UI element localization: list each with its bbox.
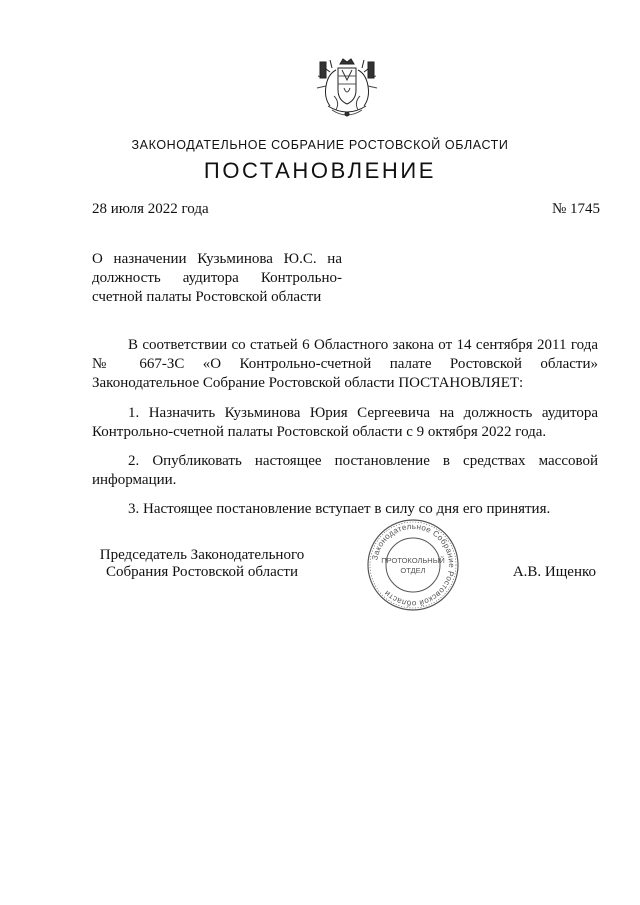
document-number: № 1745 [551, 201, 600, 217]
signatory-name: А.В. Ищенко [512, 564, 596, 580]
clause-3: 3. Настоящее постановление вступает в силу со дня его принятия. [128, 501, 551, 517]
stamp-inner-line1: ПРОТОКОЛЬНЫЙ [381, 556, 445, 565]
document-body [92, 336, 598, 529]
clause-2: 2. Опубликовать настоящее постановление в средствах массовой информации. [92, 453, 598, 488]
svg-text:Законодательное Собрание Росто [370, 522, 456, 608]
stamp-inner-line2: ОТДЕЛ [400, 566, 426, 575]
coat-of-arms-icon [314, 56, 380, 122]
preamble-paragraph: В соответствии со статьей 6 Областного закона от 14 сентября 2011 года № 667-ЗС «О Контрольно-счетной палате Ростовской области» Законодательное Собрание Ростовской области ПОСТАНОВЛЯЕТ: [92, 337, 598, 391]
signatory-position-line2: Собрания Ростовской области [106, 564, 298, 580]
signatory-position-line1: Председатель Законодательного [99, 547, 305, 563]
signatory-position [92, 547, 312, 581]
document-date: 28 июля 2022 года [92, 201, 209, 217]
document-title: ПОСТАНОВЛЕНИЕ [203, 158, 437, 183]
stamp-outer-text: Законодательное Собрание Ростовской области [370, 521, 457, 609]
organization-name: ЗАКОНОДАТЕЛЬНОЕ СОБРАНИЕ РОСТОВСКОЙ ОБЛАСТИ [131, 138, 509, 152]
document-subject: О назначении Кузьминова Ю.С. на должность аудитора Контрольно-счетной палаты Ростовской области [92, 251, 342, 305]
seal-stamp [366, 518, 460, 612]
clause-1: 1. Назначить Кузьминова Юрия Сергеевича на должность аудитора Контрольно-счетной палаты Ростовской области с 9 октября 2022 года. [92, 405, 598, 440]
